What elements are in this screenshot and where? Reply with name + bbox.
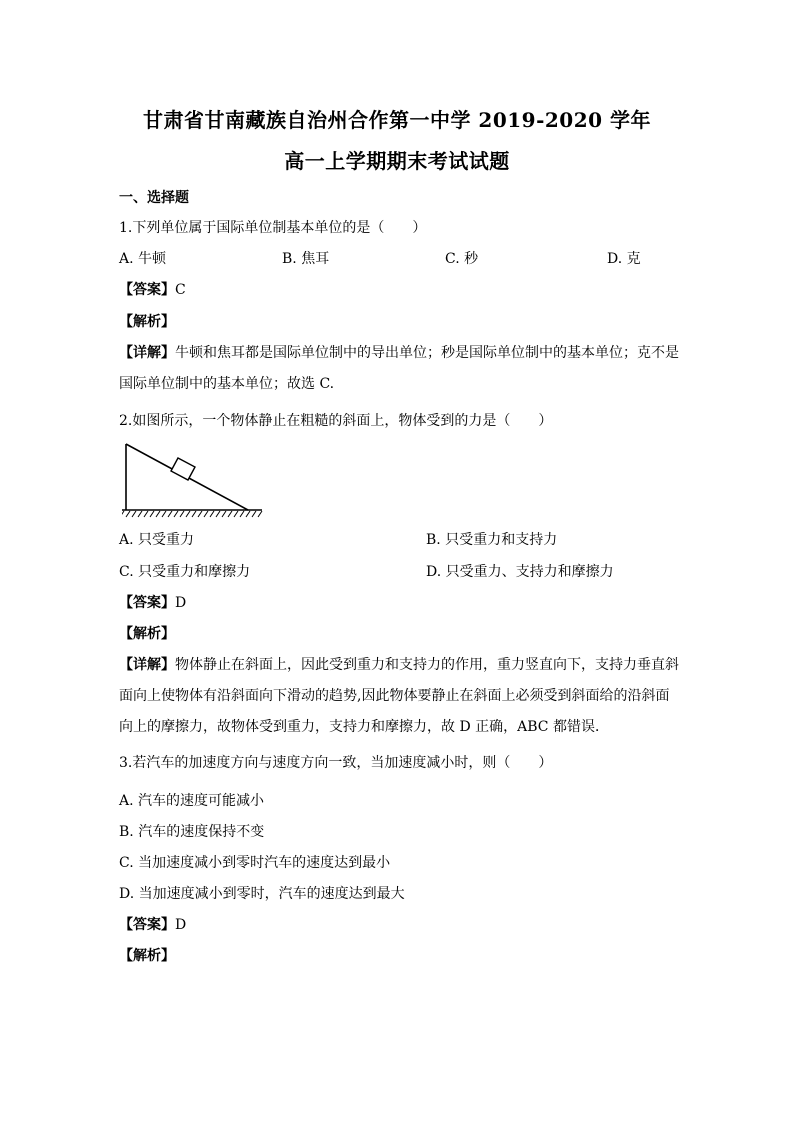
question-3-analysis-tag: 【解析】 [119, 948, 175, 964]
question-1-analysis-tag: 【解析】 [119, 314, 175, 330]
detail-tag: 【详解】 [119, 657, 175, 673]
detail-text: 牛顿和焦耳都是国际单位制中的导出单位；秒是国际单位制中的基本单位；克不是 [175, 345, 679, 361]
question-2-detail-line-3: 向上的摩擦力，故物体受到重力，支持力和摩擦力，故 D 正确，ABC 都错误． [119, 719, 609, 735]
detail-text: 物体静止在斜面上，因此受到重力和支持力的作用，重力竖直向下，支持力垂直斜 [175, 657, 679, 673]
question-1-option-c: C. 秒 [445, 251, 479, 267]
question-3-option-d: D. 当加速度减小到零时，汽车的速度达到最大 [119, 886, 405, 902]
detail-tag: 【详解】 [119, 345, 175, 361]
question-2-answer [119, 592, 679, 612]
answer-value: D [175, 917, 187, 933]
answer-tag: 【答案】 [119, 282, 175, 298]
question-2-stem: 2.如图所示，一个物体静止在粗糙的斜面上，物体受到的力是（ ） [119, 413, 553, 429]
question-1-answer [119, 279, 679, 299]
question-1-option-a: A. 牛顿 [119, 251, 167, 267]
question-2-option-b: B. 只受重力和支持力 [426, 532, 558, 548]
question-1-detail-line-1 [119, 342, 679, 362]
block-on-incline [171, 458, 195, 480]
answer-value: C [175, 282, 186, 298]
question-3-option-b: B. 汽车的速度保持不变 [119, 824, 265, 840]
question-1-option-b: B. 焦耳 [282, 251, 330, 267]
question-1-detail-line-2: 国际单位制中的基本单位；故选 C. [119, 376, 335, 392]
incline-diagram [122, 440, 264, 520]
section-title: 一、选择题 [119, 190, 189, 206]
question-3-option-c: C. 当加速度减小到零时汽车的速度达到最小 [119, 855, 391, 871]
answer-tag: 【答案】 [119, 595, 175, 611]
question-2-option-a: A. 只受重力 [119, 532, 195, 548]
question-1-option-d: D. 克 [607, 251, 641, 267]
question-3-stem: 3.若汽车的加速度方向与速度方向一致，当加速度减小时，则（ ） [119, 755, 553, 771]
answer-tag: 【答案】 [119, 917, 175, 933]
question-2-option-c: C. 只受重力和摩擦力 [119, 564, 251, 580]
question-2-analysis-tag: 【解析】 [119, 626, 175, 642]
page-title-line-2: 高一上学期期末考试试题 [284, 149, 510, 173]
question-1-stem: 1.下列单位属于国际单位制基本单位的是（ ） [119, 220, 427, 236]
question-3-answer [119, 914, 679, 934]
question-3-option-a: A. 汽车的速度可能减小 [119, 793, 265, 809]
page-title-line-1: 甘肃省甘南藏族自治州合作第一中学 2019-2020 学年 [142, 108, 652, 132]
question-2-option-d: D. 只受重力、支持力和摩擦力 [426, 564, 614, 580]
ground-hatching [122, 511, 262, 517]
question-2-detail-line-1 [119, 654, 679, 674]
answer-value: D [175, 595, 187, 611]
question-2-detail-line-2: 面向上使物体有沿斜面向下滑动的趋势,因此物体要静止在斜面上必须受到斜面给的沿斜面 [119, 688, 670, 704]
